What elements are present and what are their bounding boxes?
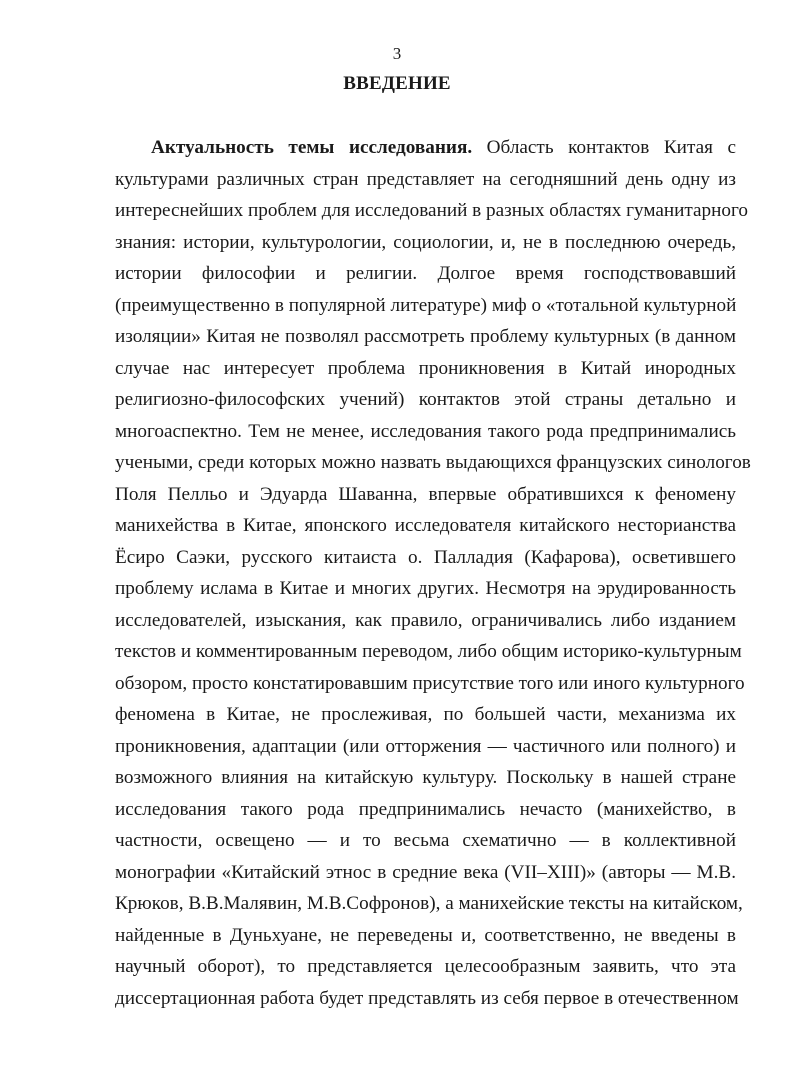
text-line: текстов и комментированным переводом, либо общим историко-культурным: [115, 641, 742, 662]
text-line: исследования такого рода предпринимались нечасто (манихейство, в: [115, 798, 736, 820]
text-line: интереснейших проблем для исследований в разных областях гуманитарного: [115, 200, 748, 221]
text-line: религиозно-философских учений) контактов этой страны детально и: [115, 389, 736, 410]
text-line: Ёсиро Саэки, русского китаиста о. Палладия (Кафарова), осветившего: [115, 546, 736, 568]
text-line: манихейства в Китае, японского исследователя китайского несторианства: [115, 515, 736, 536]
body-paragraph: [115, 132, 751, 1014]
text-line: Поля Пелльо и Эдуарда Шаванна, впервые обратившихся к феномену: [115, 483, 736, 505]
text-line-content: Область контактов Китая с: [472, 137, 736, 158]
text-line: Крюков, В.В.Малявин, М.В.Софронов), а манихейские тексты на китайском,: [115, 893, 743, 914]
text-line: многоаспектно. Тем не менее, исследования такого рода предпринимались: [115, 420, 736, 442]
text-line: найденные в Дуньхуане, не переведены и, соответственно, не введены в: [115, 924, 736, 946]
text-line: изоляции» Китая не позволял рассмотреть проблему культурных (в данном: [115, 326, 736, 347]
paragraph-lead: Актуальность темы исследования.: [151, 137, 473, 158]
text-line: [115, 132, 736, 164]
text-line: (преимущественно в популярной литературе) миф о «тотальной культурной: [115, 294, 737, 316]
page-number: 3: [392, 44, 402, 63]
text-line: возможного влияния на китайскую культуру. Поскольку в нашей стране: [115, 767, 736, 788]
text-line: исследователей, изыскания, как правило, ограничивались либо изданием: [115, 609, 736, 631]
text-line: знания: истории, культурологии, социологии, и, не в последнюю очередь,: [115, 231, 736, 253]
text-line: случае нас интересует проблема проникновения в Китай инородных: [115, 357, 736, 379]
text-line: учеными, среди которых можно назвать выдающихся французских синологов: [115, 452, 751, 473]
text-line: научный оборот), то представляется целесообразным заявить, что эта: [115, 956, 736, 977]
text-line: обзором, просто констатировавшим присутствие того или иного культурного: [115, 672, 745, 694]
text-line: монографии «Китайский этнос в средние века (VII–XIII)» (авторы — М.В.: [115, 861, 736, 883]
text-line: проблему ислама в Китае и многих других. Несмотря на эрудированность: [115, 578, 736, 599]
text-line: проникновения, адаптации (или отторжения — частичного или полного) и: [115, 735, 736, 757]
text-line: частности, освещено — и то весьма схематично — в коллективной: [115, 830, 736, 851]
text-line: диссертационная работа будет представлять из себя первое в отечественном: [115, 987, 739, 1009]
section-heading: ВВЕДЕНИЕ: [343, 73, 451, 94]
text-line: феномена в Китае, не прослеживая, по большей части, механизма их: [115, 704, 736, 725]
text-line: истории философии и религии. Долгое время господствовавший: [115, 263, 736, 284]
text-line: культурами различных стран представляет на сегодняшний день одну из: [115, 168, 736, 190]
